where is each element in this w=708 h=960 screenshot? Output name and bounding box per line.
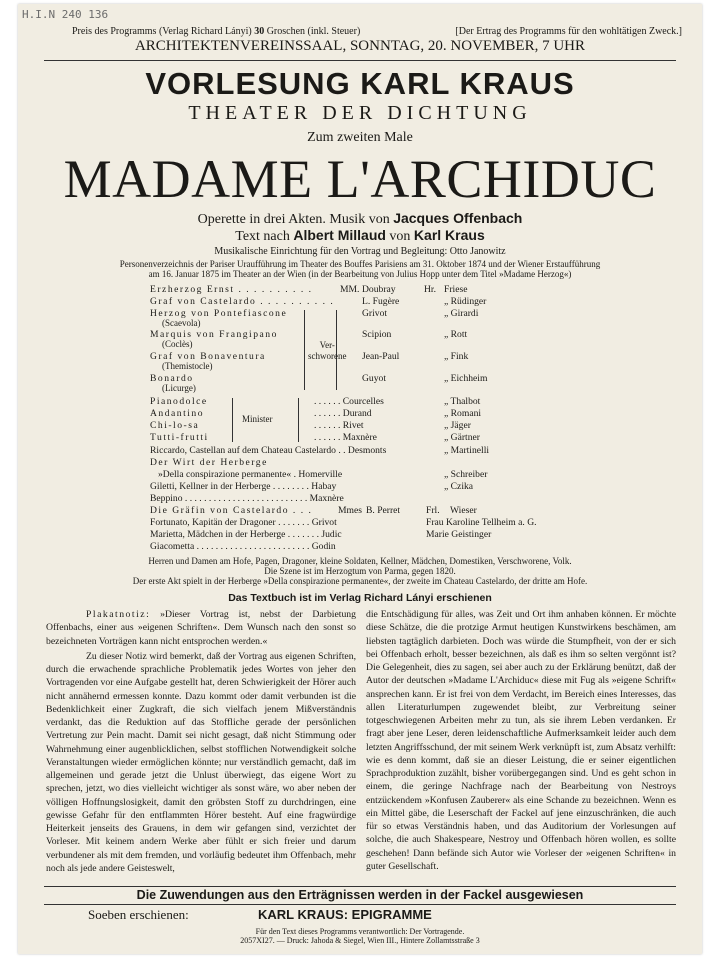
cast-role: Erzherzog Ernst . . . . . . . . . . xyxy=(150,284,313,295)
premiere-line-2: am 16. Januar 1875 im Theater an der Wien (in der Bearbeitung von Julius Hopp unter dem Titel »Madame Herzog«) xyxy=(148,269,572,279)
cast-role: Giletti, Kellner in der Herberge . . . . . . . . Habay xyxy=(150,481,337,492)
extras-note: Herren und Damen am Hofe, Pagen, Dragoner, kleine Soldaten, Kellner, Mädchen, Domestiken, Verschworene, Volk. xyxy=(148,556,572,566)
poster-note-lead: Plakatnotiz: xyxy=(86,609,151,620)
brace xyxy=(226,398,233,442)
cast-note: (Scaevola) xyxy=(162,318,201,328)
program-sheet xyxy=(18,4,702,954)
cast-role: Giacometta . . . . . . . . . . . . . . . . . . . . . . . . Godin xyxy=(150,541,336,552)
cast-note: (Coclès) xyxy=(162,339,193,349)
textbook-note: Das Textbuch ist im Verlag Richard Lányi erschienen xyxy=(228,592,492,604)
composer: Jacques Offenbach xyxy=(393,210,523,226)
book-announcement: KARL KRAUS: EPIGRAMME xyxy=(258,907,432,922)
cast-vienna: „ Rüdinger xyxy=(444,296,487,307)
cast-note: (Themistocle) xyxy=(162,361,213,371)
subtitle-music xyxy=(18,210,702,228)
arrangement-note: Musikalische Einrichtung für den Vortrag und Begleitung: Otto Janowitz xyxy=(214,246,506,257)
lecture-title: VORLESUNG KARL KRAUS xyxy=(145,66,575,101)
donations-note: Die Zuwendungen aus den Erträgnissen werden in der Fackel ausgewiesen xyxy=(136,888,584,902)
cast-vienna: „ Czika xyxy=(444,481,474,492)
price-left: Preis des Programms (Verlag Richard Lányi) xyxy=(72,26,252,37)
price-line xyxy=(72,26,360,37)
cast-actor: Guyot xyxy=(362,373,386,384)
cast-actor: Doubray xyxy=(362,284,396,295)
scene-note: Die Szene ist im Herzogtum von Parma, gegen 1820. xyxy=(264,566,456,576)
just-published-label: Soeben erschienen: xyxy=(88,907,189,922)
cast-role: »Della conspirazione permanente« . Homerville xyxy=(158,469,343,480)
cast-actor: B. Perret xyxy=(366,505,401,516)
cast-role: Herzog von Pontefiascone xyxy=(150,308,288,319)
cast-role: Beppino . . . . . . . . . . . . . . . . . . . . . . . . . . Maxnère xyxy=(150,493,344,504)
cast-actor: Grivot xyxy=(362,308,388,319)
premiere-line-1: Personenverzeichnis der Pariser Uraufführung im Theater des Bouffes Parisiens am 31. Oktober 1874 und der Wiener Erstaufführung xyxy=(119,259,601,269)
cast-role: Riccardo, Castellan auf dem Chateau Castelardo . . Desmonts xyxy=(150,445,387,456)
brace xyxy=(298,398,305,442)
cast-role: Graf von Castelardo . . . . . . . . . . xyxy=(150,296,335,307)
responsibility-note: Für den Text dieses Programms verantwortlich: Der Vortragende. xyxy=(255,927,465,936)
divider xyxy=(44,886,676,887)
cast-actor: . . . . . . Durand xyxy=(314,408,372,419)
conspirators-label: Ver- schworene xyxy=(308,340,347,361)
cast-role: Chi-lo-sa xyxy=(150,420,200,431)
cast-vienna: „ Martinelli xyxy=(444,445,490,456)
archive-note: H.I.N 240 136 xyxy=(22,8,109,21)
frl-label: Frl. xyxy=(426,505,440,516)
cast-vienna: „ Eichheim xyxy=(444,373,488,384)
venue-line: ARCHITEKTENVEREINSSAAL, SONNTAG, 20. NOVEMBER, 7 UHR xyxy=(134,38,586,54)
text-column-left xyxy=(46,608,356,875)
printer-note: 2057XI27. — Druck: Jahoda & Siegel, Wien III., Hintere Zollamtsstraße 3 xyxy=(240,936,480,945)
cast-role: Graf von Bonaventura xyxy=(150,351,266,362)
charity-note: [Der Ertrag des Programms für den wohltätigen Zweck.] xyxy=(455,26,682,37)
cast-actor: . . . . . . Maxnère xyxy=(314,432,377,443)
mmes-label: Mmes xyxy=(338,505,362,516)
price-amount: 30 xyxy=(254,26,265,37)
cast-role: Der Wirt der Herberge xyxy=(150,457,268,468)
divider xyxy=(44,904,676,905)
cast-role: Die Gräfin von Castelardo . . . xyxy=(150,505,313,516)
cast-vienna: „ Jäger xyxy=(444,420,471,431)
cast-role: Marquis von Frangipano xyxy=(150,329,278,340)
commentary-continued: die Entschädigung für alles, was Zeit und Ort ihm anhaben können. Er möchte diese Schätze, die die protzige Armut heutigen Kunstwirkens beschämen, am liebsten tagtäglich darbieten. Doch was würde die Stumpfheit, von der er sich bei Offenbach erholt, besser bezeichnen, als daß es ihm so selten vergönnt ist? Die Gelegenheit, dies zu sagen, sei aber auch zu der Erklärung benützt, daß der Autor der deutschen »Madame L'Archiduc« diese mit Fug als »eigene Schrift« ansprechen kann. Er ist frei von dem Verdacht, im Bereich eines Interesses, das allen Literaturlumpen zugewendet bleibt, zur Verbreitung seiner totgeschwiegenen Arbeiten mehr zu tun, als sie ihrem Leben verdanken. Er fragt aber jene Leser, deren leidenschaftliche Aufmerksamkeit leider auch dem letzten Angriffsschund, der mit seinem Werk verknüpft ist, zum Absatz verhilft: wie es denn kommt, daß sie an dieser Leistung, die er seiner eigentlichen Sprachproduktion zuzählt, bisher vorübergegangen sind. Und es geht schon in einem, die geringe Nachfrage nach der Bearbeitung von Nestroys entzückendem »Konfusen Zauberer« als eine Schande zu bezeichnen. Wenn es ein Mittel gäbe, die Leserschaft der Fackel auf jene einzuschränken, die auch für so etwas Verständnis haben, und das Auditorium der Vorlesungen auf solche, die auch Shakespeare, Nestroy und Offenbach hören wollen, es sollte geschehen! Dann befände sich Autor wie Vorleser der »eigenen Schriften« in guter Gesellschaft. xyxy=(366,609,676,872)
work-title: MADAME L'ARCHIDUC xyxy=(63,149,657,209)
cast-vienna: „ Fink xyxy=(444,351,469,362)
cast-actor: . . . . . . Courcelles xyxy=(314,396,384,407)
repeat-note: Zum zweiten Male xyxy=(307,130,413,145)
cast-role: Fortunato, Kapitän der Dragoner . . . . . . . Grivot xyxy=(150,517,337,528)
subtitle-music-text: Operette in drei Akten. Musik von xyxy=(197,212,390,227)
price-right: Groschen (inkl. Steuer) xyxy=(266,26,361,37)
acts-note: Der erste Akt spielt in der Herberge »Della conspirazione permanente«, der zweite im Chateau Castelardo, der dritte am Hofe. xyxy=(132,576,588,586)
cast-vienna: „ Gärtner xyxy=(444,432,480,443)
librettist: Albert Millaud xyxy=(293,227,386,243)
cast-vienna: „ Romani xyxy=(444,408,482,419)
cast-role: Marietta, Mädchen in der Herberge . . . . . . . Judic xyxy=(150,529,342,540)
cast-vienna: „ Schreiber xyxy=(444,469,488,480)
cast-role: Bonardo xyxy=(150,373,194,384)
hr-label: Hr. xyxy=(424,284,436,295)
cast-actor: Jean-Paul xyxy=(362,351,400,362)
cast-vienna: Friese xyxy=(444,284,468,295)
cast-vienna: „ Rott xyxy=(444,329,468,340)
cast-vienna: Frau Karoline Tellheim a. G. xyxy=(426,517,537,528)
text-after: Text nach xyxy=(235,229,290,244)
cast-actor: Scipion xyxy=(362,329,392,340)
brace xyxy=(298,310,305,390)
cast-role: Tutti-frutti xyxy=(150,432,209,443)
text-column-right xyxy=(366,608,676,873)
ministers-label: Minister xyxy=(242,414,273,424)
text-by: von xyxy=(389,229,411,244)
adapter: Karl Kraus xyxy=(413,227,485,243)
commentary-paragraph: Zu dieser Notiz wird bemerkt, daß der Vortrag aus eigenen Schriften, durch die erwachende sprachliche Problematik jedes Wortes von jeher den Vortragenden vor eine Aufgabe gestellt hat, deren Schwierigkeit der Hörer auch nicht annähernd ermessen konnte. Dazu kommt oder damit verbunden ist die Bedenklichkeit einer Zugkraft, die sich vielfach jenem Mißverständnis verdankt, das die Reduktion auf das Stoffliche gerade der persönlichen Vertretung zur Pein macht. Damit sei nicht gesagt, daß nicht Stimmung oder Wahrnehmung einer augenblicklichen, selbst stofflichen Notwendigkeit solche Veranstaltungen wieder ermöglichen könnte; nur verständlich gemacht, daß im allgemeinen und gerade jetzt die Unlust überwiegt, das eigene Wort zu sprechen, jetzt, wo dies vielleicht wichtiger als sonst wäre, wo aber neben der völligen Hoffnungslosigkeit, damit den gröbsten Stoff zu durchdringen, eine gewisse Gefahr für den entflammten Hörer besteht. Auf eine fragwürdige Heiterkeit jenseits des Grauens, in dem wir gefangen sind, verzichtet der Vorleser. Mit keinem andern Werke aber fühlt er sich freier und darum verbundener als mit dem fremden, und vorläufig bedeutet ihm Offenbach, mehr noch als jede andere Geisteswelt, xyxy=(46,650,356,874)
cast-vienna: „ Girardi xyxy=(444,308,479,319)
divider xyxy=(44,60,676,61)
subtitle-text xyxy=(18,227,702,245)
cast-vienna: „ Thalbot xyxy=(444,396,481,407)
poster-note: »Dieser Vortrag ist, nebst der Darbietung Offenbachs, einer aus »eigenen Schriften«. Dem Wunsch nach den sonst so bezeichneten Vorträgen kann nicht entsprochen werden.« xyxy=(46,609,356,647)
cast-actor: L. Fugère xyxy=(362,296,400,307)
cast-role: Andantino xyxy=(150,408,205,419)
series-title: THEATER DER DICHTUNG xyxy=(188,102,532,124)
cast-vienna: Marie Geistinger xyxy=(426,529,492,540)
cast-vienna: Wieser xyxy=(450,505,477,516)
mm-label: MM. xyxy=(340,284,360,295)
cast-note: (Licurge) xyxy=(162,383,196,393)
cast-role: Pianodolce xyxy=(150,396,208,407)
cast-actor: . . . . . . Rivet xyxy=(314,420,364,431)
